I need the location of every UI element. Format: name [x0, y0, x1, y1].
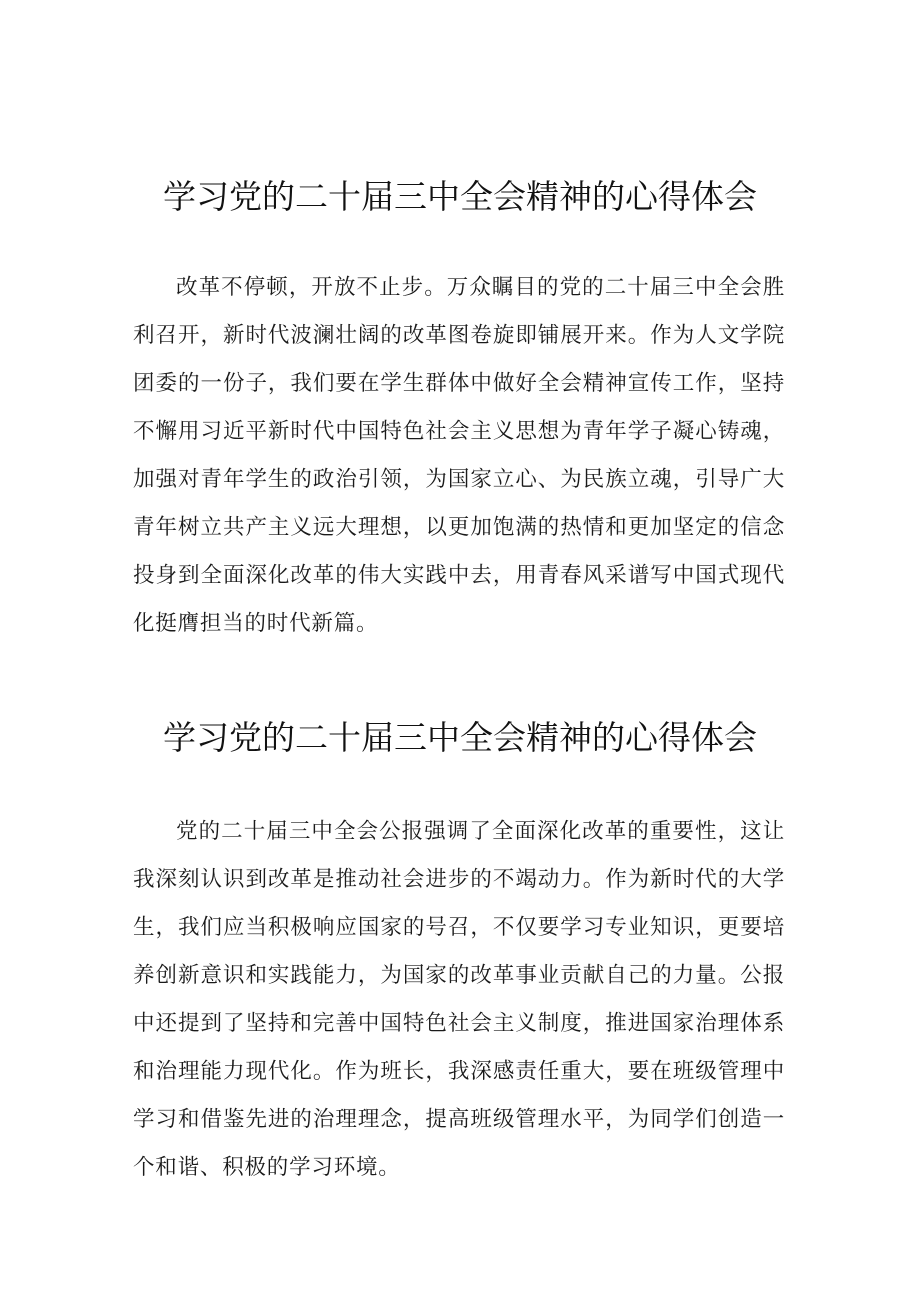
- section-2-paragraph: 党的二十届三中全会公报强调了全面深化改革的重要性，这让我深刻认识到改革是推动社会进步的不竭动力。作为新时代的大学生，我们应当积极响应国家的号召，不仅要学习专业知识，更要培养创新意识和实践能力，为国家的改革事业贡献自己的力量。公报中还提到了坚持和完善中国特色社会主义制度，推进国家治理体系和治理能力现代化。作为班长，我深感责任重大，要在班级管理中学习和借鉴先进的治理理念，提高班级管理水平，为同学们创造一个和谐、积极的学习环境。: [133, 819, 785, 1180]
- section-1-paragraph: 改革不停顿，开放不止步。万众瞩目的党的二十届三中全会胜利召开，新时代波澜壮阔的改革图卷旋即铺展开来。作为人文学院团委的一份子，我们要在学生群体中做好全会精神宣传工作，坚持不懈用习近平新时代中国特色社会主义思想为青年学子凝心铸魂，加强对青年学生的政治引领，为国家立心、为民族立魂，引导广大青年树立共产主义远大理想，以更加饱满的热情和更加坚定的信念投身到全面深化改革的伟大实践中去，用青春风采谱写中国式现代化挺膺担当的时代新篇。: [133, 275, 785, 636]
- section-1-title: 学习党的二十届三中全会精神的心得体会: [163, 177, 757, 216]
- section-2-title: 学习党的二十届三中全会精神的心得体会: [163, 718, 757, 757]
